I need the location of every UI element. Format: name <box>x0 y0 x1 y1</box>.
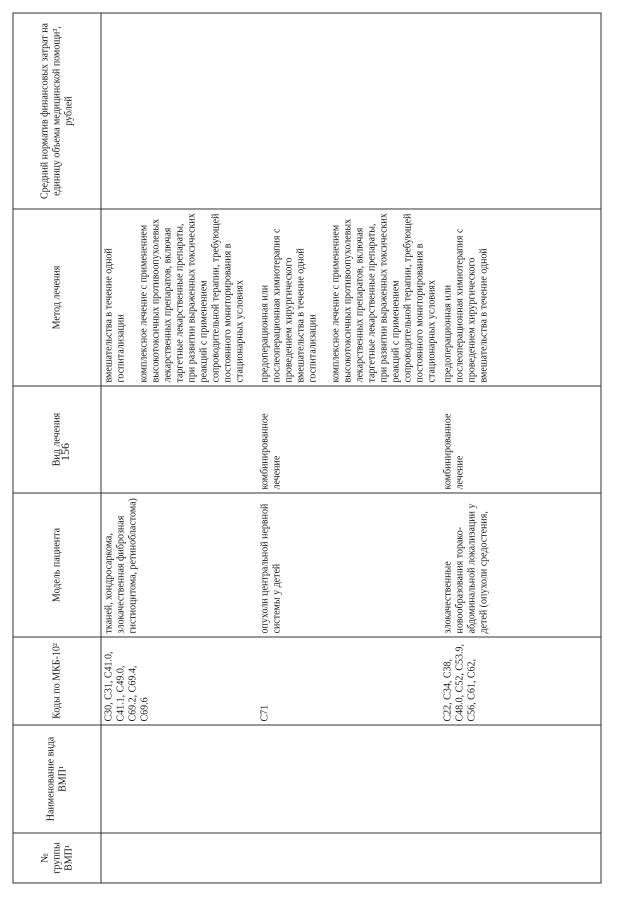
cell-group <box>441 833 602 883</box>
vmp-table <box>13 13 602 884</box>
table-row <box>101 13 258 883</box>
header-vmp-name: Наименование вида ВМП¹ <box>13 725 101 833</box>
header-treatment-type: Вид лечения <box>13 386 101 493</box>
cell-cost <box>441 13 602 209</box>
cell-group <box>258 833 441 883</box>
cell-method <box>101 209 258 386</box>
cell-codes: C71 <box>258 637 441 725</box>
cell-method <box>258 209 441 386</box>
cell-name <box>101 725 258 833</box>
cell-cost <box>258 13 441 209</box>
cell-type <box>101 386 258 493</box>
header-group-number: № группы ВМП¹ <box>13 833 101 883</box>
cell-cost <box>101 13 258 209</box>
cell-type: комбинированное лечение <box>258 386 441 493</box>
table-row <box>258 13 441 883</box>
rotated-table-container <box>13 14 558 884</box>
cell-codes: C30, C31, C41.0, C41.1, C49.0, C69.2, C69.4, C69.6 <box>101 637 258 725</box>
method-item: комплексное лечение с применением высокотоксичных противоопухолевых лекарственных препаратов, включая таргетные лекарственные препараты, при развитии выраженных токсических реакций с применением сопроводительной терапии, требующей постоянного мониторирования в стационарных условиях <box>138 213 246 383</box>
cell-codes: C22, C34, C38, C48.0, C52, C53.9, C56, C61, C62, <box>441 637 602 725</box>
method-item: вмешательства в течение одной госпитализации <box>103 248 127 383</box>
cell-model: опухоли центральной нервной системы у детей <box>258 493 441 637</box>
cell-method <box>441 209 602 386</box>
cell-group <box>101 833 258 883</box>
header-icd-codes: Коды по МКБ-10² <box>13 637 101 725</box>
header-average-cost: Средний норматив финансовых затрат на единицу объема медицинской помощи³, рублей <box>13 13 101 209</box>
header-patient-model: Модель пациента <box>13 493 101 637</box>
method-item: предоперационная или послеоперационная химиотерапия с проведением хирургического вмешательства в течение одной госпитализации <box>259 228 319 383</box>
header-treatment-method: Метод лечения <box>13 209 101 386</box>
method-item: предоперационная или послеоперационная химиотерапия с проведением хирургического вмешательства в течение одной <box>442 228 490 383</box>
cell-type: комбинированное лечение <box>441 386 602 493</box>
cell-model: злокачественные новообразования торако-абдоминальной локализации у детей (опухоли средостения, <box>441 493 602 637</box>
cell-name <box>441 725 602 833</box>
page-number: 156 <box>58 443 72 461</box>
cell-name <box>258 725 441 833</box>
table-row <box>441 13 602 883</box>
cell-model: тканей, хондросаркома, злокачественная фиброзная гистиоцитома, ретинобластома) <box>101 493 258 637</box>
method-item: комплексное лечение с применением высокотоксичных противоопухолевых лекарственных препаратов, включая таргетные лекарственные препараты, при развитии выраженных токсических реакций с применением сопроводительной терапии, требующей постоянного мониторирования в стационарных условиях <box>330 213 438 383</box>
table-header-row <box>13 13 101 883</box>
